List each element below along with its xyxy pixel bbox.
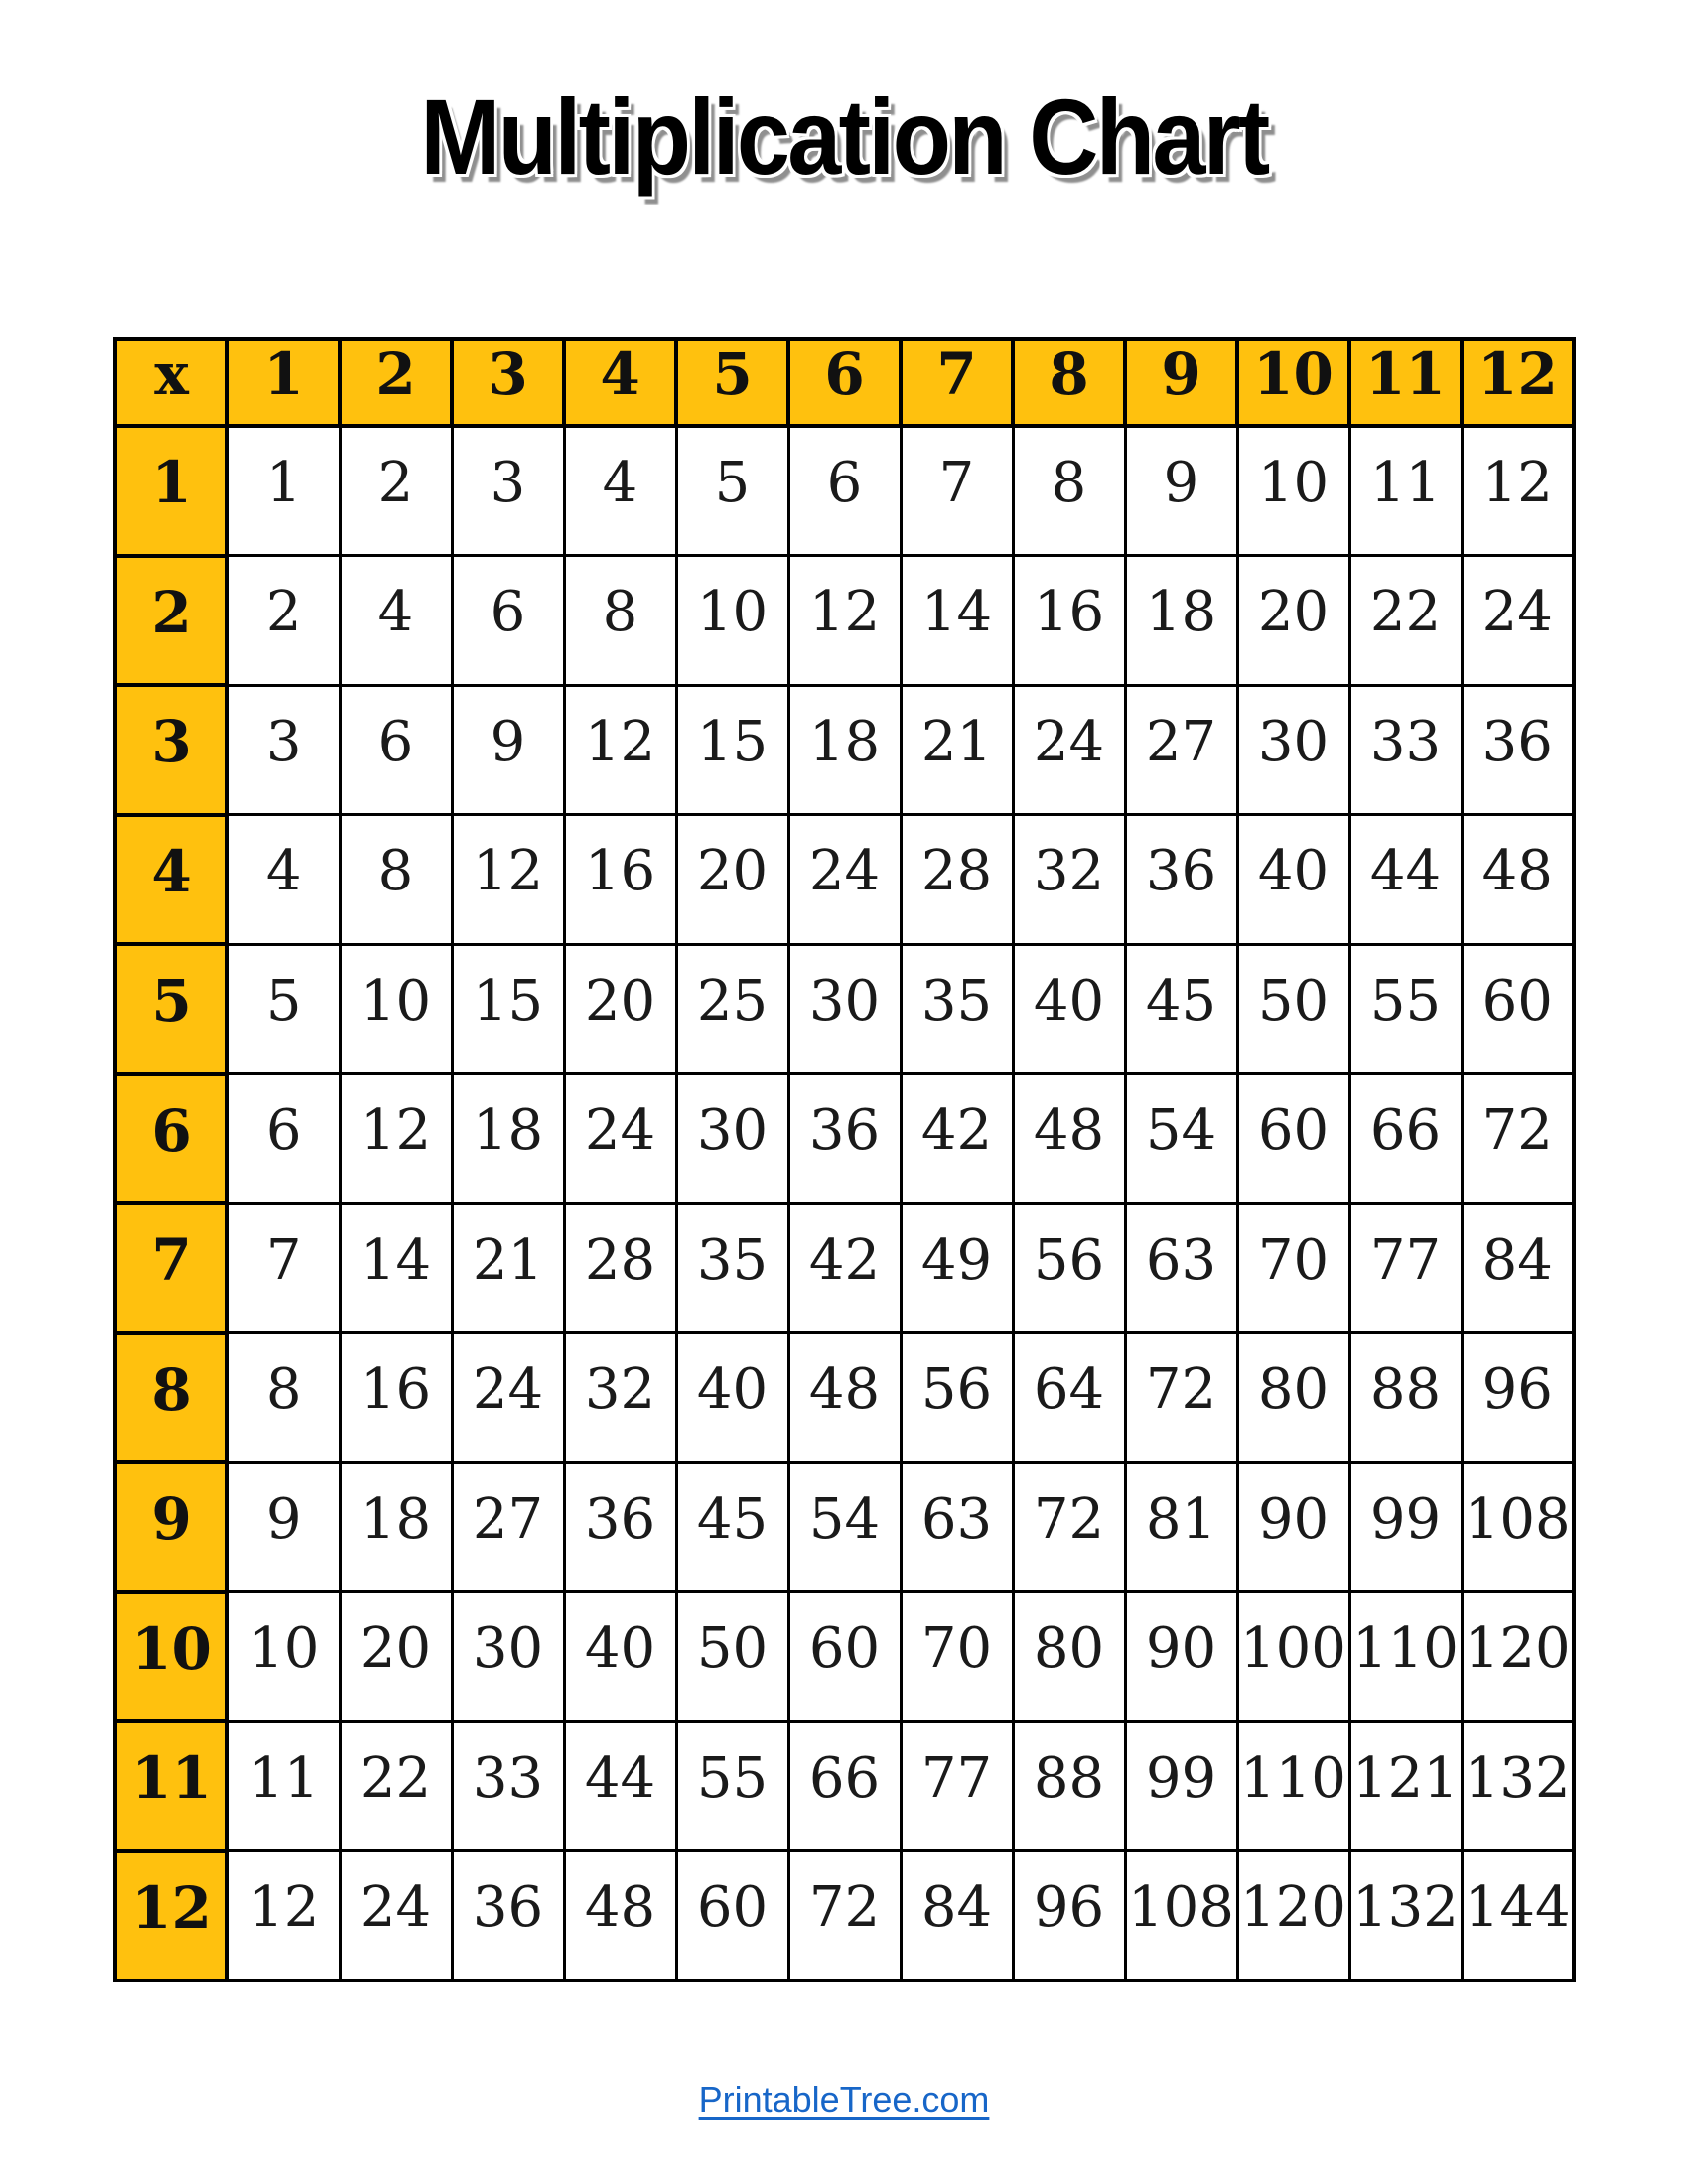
product-cell: 44 — [564, 1721, 676, 1851]
product-cell: 28 — [564, 1203, 676, 1333]
product-cell: 90 — [1237, 1462, 1349, 1592]
table-row — [115, 1462, 1574, 1592]
column-header: 2 — [340, 339, 452, 426]
product-cell: 72 — [1462, 1074, 1574, 1204]
product-cell: 80 — [1013, 1592, 1125, 1722]
table-body — [115, 426, 1574, 1980]
table-row — [115, 1721, 1574, 1851]
product-cell: 12 — [564, 685, 676, 815]
product-cell: 18 — [452, 1074, 564, 1204]
product-cell: 77 — [1349, 1203, 1462, 1333]
product-cell: 88 — [1013, 1721, 1125, 1851]
product-cell: 8 — [340, 815, 452, 945]
product-cell: 48 — [788, 1333, 901, 1463]
table-row — [115, 1851, 1574, 1981]
product-cell: 16 — [340, 1333, 452, 1463]
product-cell: 42 — [901, 1074, 1013, 1204]
product-cell: 32 — [564, 1333, 676, 1463]
product-cell: 63 — [1125, 1203, 1237, 1333]
product-cell: 55 — [676, 1721, 788, 1851]
product-cell: 84 — [1462, 1203, 1574, 1333]
product-cell: 14 — [340, 1203, 452, 1333]
product-cell: 50 — [1237, 944, 1349, 1074]
column-header: 6 — [788, 339, 901, 426]
column-header: 8 — [1013, 339, 1125, 426]
product-cell: 4 — [564, 426, 676, 556]
product-cell: 35 — [676, 1203, 788, 1333]
product-cell: 44 — [1349, 815, 1462, 945]
row-header: 8 — [115, 1333, 227, 1463]
corner-cell: x — [115, 339, 227, 426]
product-cell: 110 — [1349, 1592, 1462, 1722]
column-header: 12 — [1462, 339, 1574, 426]
product-cell: 4 — [227, 815, 340, 945]
product-cell: 63 — [901, 1462, 1013, 1592]
product-cell: 11 — [227, 1721, 340, 1851]
product-cell: 3 — [452, 426, 564, 556]
product-cell: 7 — [227, 1203, 340, 1333]
product-cell: 18 — [788, 685, 901, 815]
product-cell: 81 — [1125, 1462, 1237, 1592]
row-header: 10 — [115, 1592, 227, 1722]
product-cell: 5 — [676, 426, 788, 556]
product-cell: 72 — [1013, 1462, 1125, 1592]
table-header — [115, 339, 1574, 426]
product-cell: 72 — [788, 1851, 901, 1981]
product-cell: 15 — [452, 944, 564, 1074]
product-cell: 99 — [1125, 1721, 1237, 1851]
product-cell: 88 — [1349, 1333, 1462, 1463]
product-cell: 12 — [452, 815, 564, 945]
column-header: 9 — [1125, 339, 1237, 426]
product-cell: 18 — [340, 1462, 452, 1592]
table-row — [115, 426, 1574, 556]
product-cell: 108 — [1462, 1462, 1574, 1592]
product-cell: 70 — [1237, 1203, 1349, 1333]
product-cell: 22 — [1349, 556, 1462, 686]
product-cell: 42 — [788, 1203, 901, 1333]
product-cell: 6 — [227, 1074, 340, 1204]
product-cell: 32 — [1013, 815, 1125, 945]
row-header: 12 — [115, 1851, 227, 1981]
product-cell: 12 — [1462, 426, 1574, 556]
product-cell: 54 — [788, 1462, 901, 1592]
column-header: 10 — [1237, 339, 1349, 426]
product-cell: 20 — [676, 815, 788, 945]
row-header: 5 — [115, 944, 227, 1074]
product-cell: 24 — [452, 1333, 564, 1463]
table-row — [115, 685, 1574, 815]
product-cell: 22 — [340, 1721, 452, 1851]
product-cell: 8 — [227, 1333, 340, 1463]
product-cell: 120 — [1462, 1592, 1574, 1722]
product-cell: 40 — [1237, 815, 1349, 945]
product-cell: 108 — [1125, 1851, 1237, 1981]
column-header: 1 — [227, 339, 340, 426]
table-row — [115, 556, 1574, 686]
product-cell: 28 — [901, 815, 1013, 945]
product-cell: 10 — [340, 944, 452, 1074]
product-cell: 20 — [564, 944, 676, 1074]
product-cell: 20 — [340, 1592, 452, 1722]
column-header: 3 — [452, 339, 564, 426]
product-cell: 110 — [1237, 1721, 1349, 1851]
row-header: 11 — [115, 1721, 227, 1851]
product-cell: 16 — [1013, 556, 1125, 686]
product-cell: 36 — [1125, 815, 1237, 945]
product-cell: 84 — [901, 1851, 1013, 1981]
product-cell: 80 — [1237, 1333, 1349, 1463]
product-cell: 55 — [1349, 944, 1462, 1074]
column-header: 7 — [901, 339, 1013, 426]
product-cell: 40 — [564, 1592, 676, 1722]
product-cell: 1 — [227, 426, 340, 556]
product-cell: 5 — [227, 944, 340, 1074]
product-cell: 72 — [1125, 1333, 1237, 1463]
product-cell: 120 — [1237, 1851, 1349, 1981]
product-cell: 50 — [676, 1592, 788, 1722]
product-cell: 25 — [676, 944, 788, 1074]
product-cell: 64 — [1013, 1333, 1125, 1463]
product-cell: 10 — [227, 1592, 340, 1722]
row-header: 6 — [115, 1074, 227, 1204]
product-cell: 36 — [564, 1462, 676, 1592]
product-cell: 21 — [452, 1203, 564, 1333]
product-cell: 144 — [1462, 1851, 1574, 1981]
product-cell: 96 — [1013, 1851, 1125, 1981]
footer — [0, 2079, 1688, 2120]
product-cell: 7 — [901, 426, 1013, 556]
product-cell: 54 — [1125, 1074, 1237, 1204]
product-cell: 12 — [227, 1851, 340, 1981]
product-cell: 21 — [901, 685, 1013, 815]
row-header: 9 — [115, 1462, 227, 1592]
table-row — [115, 1333, 1574, 1463]
row-header: 3 — [115, 685, 227, 815]
product-cell: 132 — [1349, 1851, 1462, 1981]
product-cell: 30 — [788, 944, 901, 1074]
product-cell: 121 — [1349, 1721, 1462, 1851]
product-cell: 48 — [1462, 815, 1574, 945]
product-cell: 16 — [564, 815, 676, 945]
product-cell: 8 — [564, 556, 676, 686]
product-cell: 9 — [227, 1462, 340, 1592]
product-cell: 14 — [901, 556, 1013, 686]
product-cell: 9 — [1125, 426, 1237, 556]
product-cell: 6 — [452, 556, 564, 686]
table-row — [115, 1592, 1574, 1722]
column-header: 5 — [676, 339, 788, 426]
table-row — [115, 1203, 1574, 1333]
product-cell: 33 — [1349, 685, 1462, 815]
product-cell: 24 — [1462, 556, 1574, 686]
row-header: 7 — [115, 1203, 227, 1333]
product-cell: 2 — [227, 556, 340, 686]
product-cell: 12 — [788, 556, 901, 686]
product-cell: 99 — [1349, 1462, 1462, 1592]
product-cell: 66 — [1349, 1074, 1462, 1204]
product-cell: 90 — [1125, 1592, 1237, 1722]
product-cell: 33 — [452, 1721, 564, 1851]
product-cell: 35 — [901, 944, 1013, 1074]
product-cell: 48 — [564, 1851, 676, 1981]
product-cell: 60 — [1462, 944, 1574, 1074]
product-cell: 48 — [1013, 1074, 1125, 1204]
product-cell: 30 — [452, 1592, 564, 1722]
product-cell: 49 — [901, 1203, 1013, 1333]
product-cell: 60 — [1237, 1074, 1349, 1204]
product-cell: 4 — [340, 556, 452, 686]
product-cell: 45 — [676, 1462, 788, 1592]
product-cell: 24 — [564, 1074, 676, 1204]
product-cell: 3 — [227, 685, 340, 815]
product-cell: 96 — [1462, 1333, 1574, 1463]
product-cell: 40 — [676, 1333, 788, 1463]
table-row — [115, 944, 1574, 1074]
table-row — [115, 815, 1574, 945]
product-cell: 132 — [1462, 1721, 1574, 1851]
product-cell: 15 — [676, 685, 788, 815]
product-cell: 30 — [1237, 685, 1349, 815]
product-cell: 77 — [901, 1721, 1013, 1851]
product-cell: 36 — [452, 1851, 564, 1981]
product-cell: 10 — [676, 556, 788, 686]
product-cell: 36 — [1462, 685, 1574, 815]
multiplication-table — [113, 337, 1576, 1982]
product-cell: 70 — [901, 1592, 1013, 1722]
product-cell: 24 — [340, 1851, 452, 1981]
product-cell: 27 — [1125, 685, 1237, 815]
product-cell: 45 — [1125, 944, 1237, 1074]
product-cell: 30 — [676, 1074, 788, 1204]
product-cell: 12 — [340, 1074, 452, 1204]
product-cell: 100 — [1237, 1592, 1349, 1722]
product-cell: 60 — [676, 1851, 788, 1981]
product-cell: 66 — [788, 1721, 901, 1851]
product-cell: 8 — [1013, 426, 1125, 556]
product-cell: 6 — [340, 685, 452, 815]
product-cell: 6 — [788, 426, 901, 556]
product-cell: 56 — [1013, 1203, 1125, 1333]
row-header: 2 — [115, 556, 227, 686]
product-cell: 40 — [1013, 944, 1125, 1074]
product-cell: 2 — [340, 426, 452, 556]
product-cell: 9 — [452, 685, 564, 815]
product-cell: 24 — [1013, 685, 1125, 815]
page-title: Multiplication Chart — [420, 76, 1268, 197]
row-header: 4 — [115, 815, 227, 945]
product-cell: 24 — [788, 815, 901, 945]
table-row — [115, 1074, 1574, 1204]
product-cell: 10 — [1237, 426, 1349, 556]
row-header: 1 — [115, 426, 227, 556]
product-cell: 56 — [901, 1333, 1013, 1463]
footer-link[interactable]: PrintableTree.com — [698, 2079, 990, 2119]
product-cell: 18 — [1125, 556, 1237, 686]
column-header: 4 — [564, 339, 676, 426]
header-row — [115, 339, 1574, 426]
product-cell: 27 — [452, 1462, 564, 1592]
product-cell: 20 — [1237, 556, 1349, 686]
product-cell: 36 — [788, 1074, 901, 1204]
column-header: 11 — [1349, 339, 1462, 426]
product-cell: 60 — [788, 1592, 901, 1722]
product-cell: 11 — [1349, 426, 1462, 556]
